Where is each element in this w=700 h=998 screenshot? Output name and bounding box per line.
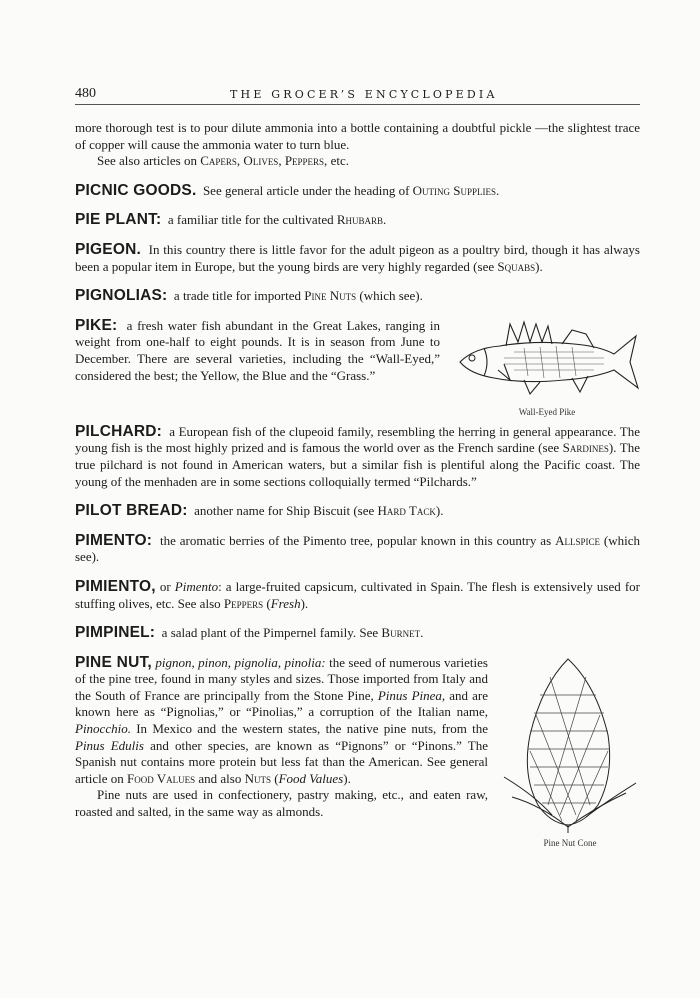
entry-pimpinel: PIMPINEL: a salad plant of the Pimpernel family. See Burnet. (75, 624, 424, 642)
headword: PIGNOLIAS: (75, 287, 168, 305)
headword: PIMPINEL: (75, 624, 156, 642)
see-also-line: See also articles on Capers, Olives, Peppers, etc. (97, 153, 349, 169)
page-body (75, 120, 640, 850)
entry-pilot-bread: PILOT BREAD: another name for Ship Biscuit (see Hard Tack). (75, 502, 444, 520)
entry-pine-nut (75, 653, 640, 848)
headword: PIE PLANT: (75, 211, 162, 229)
entry-text: PINE NUT, pignon, pinon, pignolia, pinolia: the seed of numerous varieties of the pine tree, found in many styles and sizes. Those imported from Italy and the South of France are principally from the Stone Pine, Pinus Pinea, and are known here as “Pignolias,” or “Pinolias,” a corruption of the Italian name, Pinocchio. In Mexico and the western states, the native pine nuts, from the Pinus Edulis and other species, are known as “Pignons” or “Pinons.” The Spanish nut contains more protein but less fat than the American. See general article on Food Values and also Nuts (Food Values). (75, 653, 489, 786)
header-rule (75, 104, 640, 105)
cross-reference: Food Values (126, 770, 196, 786)
headword: PIMENTO: (75, 531, 153, 549)
alt-name: Pimento (174, 578, 219, 594)
entry-text: PIKE: a fresh water fish abundant in the Great Lakes, ranging in weight from one-half to eight pounds. It is in season from June to December. There are several varieties, including the “Wall-Eyed,” considered the best; the Yellow, the Blue and the “Grass.” (75, 316, 441, 383)
pine-cone-illustration (500, 655, 640, 835)
entry-pike (75, 316, 640, 417)
continuation-paragraph: more thorough test is to pour dilute ammonia into a bottle containing a doubtful pickle —the slightest trace of copper will cause the ammonia water to turn blue. (75, 120, 640, 152)
cross-reference: Pine Nuts (304, 288, 357, 304)
latin-name: Pinus Pinea, (377, 687, 446, 703)
entry-pimiento: PIMIENTO, or Pimento: a large-fruited capsicum, cultivated in Spain. The flesh is extensively used for stuffing olives, etc. See also Peppers (Fresh). (75, 577, 640, 611)
entry-pie-plant: PIE PLANT: a familiar title for the cultivated Rhubarb. (75, 211, 387, 229)
italian-name: Pinocchio. (75, 721, 131, 737)
headword: PIKE: (75, 316, 118, 334)
pike-fish-illustration (454, 318, 640, 404)
figure-pine-nut-cone (500, 655, 640, 850)
figure-wall-eyed-pike (454, 318, 640, 424)
headword: PILCHARD: (75, 422, 163, 440)
cross-reference: Burnet (381, 625, 421, 641)
entry-pimento: PIMENTO: the aromatic berries of the Pimento tree, popular known in this country as Allspice (which see). (75, 531, 640, 565)
cross-reference: Rhubarb (336, 212, 384, 228)
figure-caption: Pine Nut Cone (543, 837, 597, 848)
cross-reference: Peppers (223, 595, 264, 611)
see-also-refs: Capers, Olives, Peppers, (200, 153, 328, 169)
cross-reference: Sardines (562, 440, 609, 456)
cross-reference: Outing Supplies (412, 182, 497, 198)
entry-picnic-goods: PICNIC GOODS. See general article under the heading of Outing Supplies. (75, 181, 500, 199)
cross-reference: Allspice (555, 532, 600, 548)
headword: PIMIENTO, (75, 577, 156, 595)
running-head (75, 86, 640, 106)
cross-reference: Hard Tack (377, 503, 436, 519)
figure-caption: Wall-Eyed Pike (518, 406, 576, 417)
headword: PICNIC GOODS. (75, 181, 197, 199)
entry-pilchard: PILCHARD: a European fish of the clupeoid family, resembling the herring in general appearance. The young fish is the most highly prized and is famous the world over as the French sardine (see Sardines). The true pilchard is not found in American waters, but a similar fish is plentiful along the Pacific coast. The young of the menhaden are in some sections colloquially termed “Pilchards.” (75, 422, 641, 489)
headword: PINE NUT, (75, 653, 152, 671)
cross-reference: Squabs (497, 258, 536, 274)
running-title: THE GROCER’S ENCYCLOPEDIA (230, 88, 498, 101)
entry-text-para-2: Pine nuts are used in confectionery, pastry making, etc., and eaten raw, roasted and salted, in the same way as almonds. (75, 787, 488, 820)
headword: PIGEON. (75, 240, 141, 258)
synonyms: pignon, pinon, pignolia, pinolia: (155, 654, 326, 670)
headword: PILOT BREAD: (75, 502, 188, 520)
latin-name: Pinus Edulis (75, 737, 144, 753)
entry-pigeon: PIGEON. In this country there is little favor for the adult pigeon as a poultry bird, though it has always been a popular item in Europe, but the young birds are very highly regarded (see Squabs). (75, 240, 640, 274)
page-number: 480 (75, 86, 96, 101)
cross-reference: Nuts (244, 770, 271, 786)
entry-pignolias: PIGNOLIAS: a trade title for imported Pine Nuts (which see). (75, 287, 423, 305)
